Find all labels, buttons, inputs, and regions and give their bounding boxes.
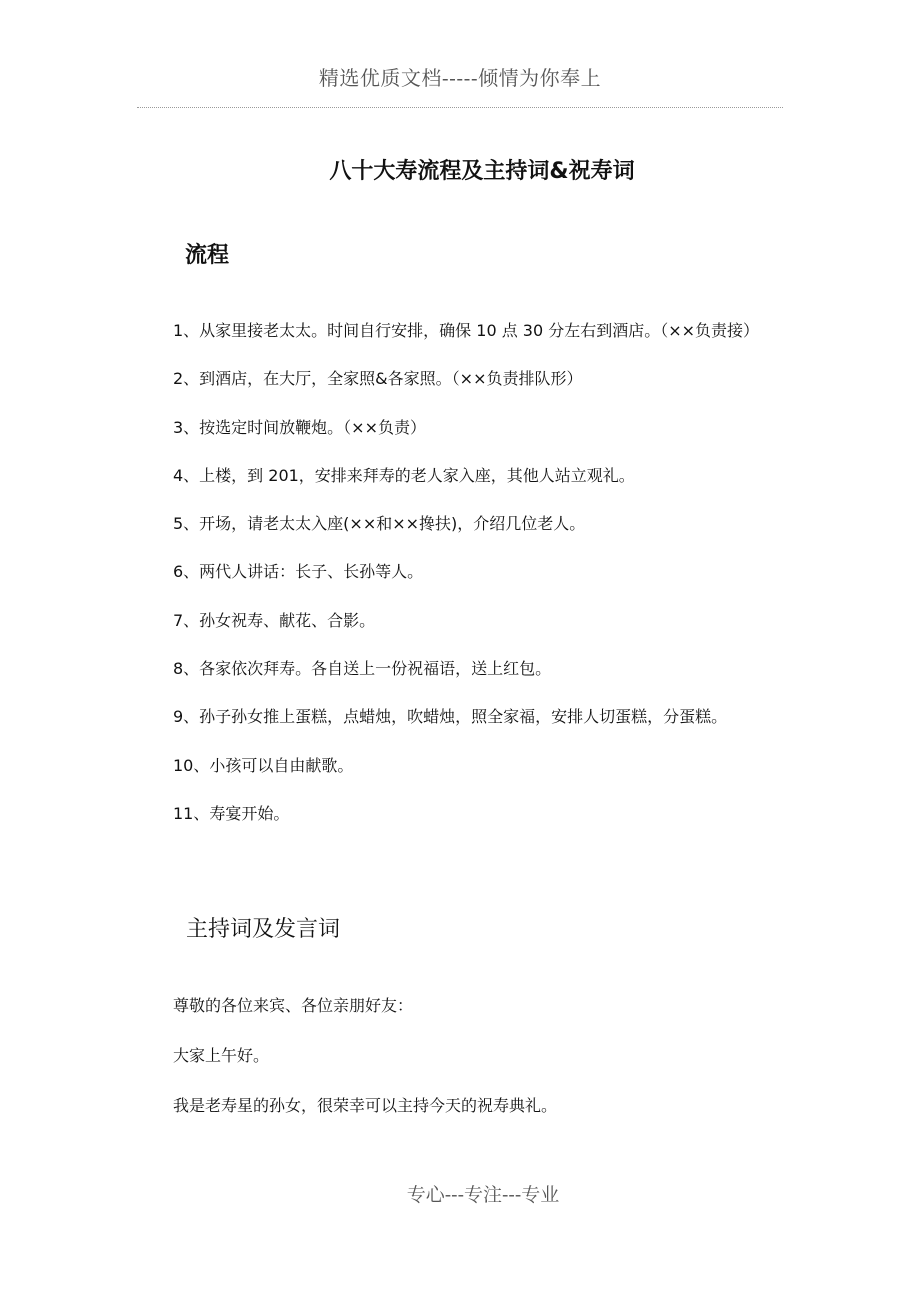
page-footer: 专心---专注---专业	[406, 1184, 560, 1206]
flow-step: 8、各家依次拜寿。各自送上一份祝福语，送上红包。	[173, 659, 552, 679]
flow-steps-list	[173, 318, 759, 849]
host-speech-heading: 主持词及发言词	[186, 917, 341, 942]
flow-step: 3、按选定时间放鞭炮。（××负责）	[173, 417, 426, 437]
flow-step: 5、开场，请老太太入座(××和××搀扶)，介绍几位老人。	[173, 514, 586, 534]
flow-heading: 流程	[185, 243, 230, 268]
flow-step: 10、小孩可以自由献歌。	[173, 755, 354, 775]
speech-paragraph: 尊敬的各位来宾、各位亲朋好友：	[173, 996, 414, 1015]
host-speech-body	[173, 993, 557, 1143]
page-header: 精选优质文档-----倾情为你奉上	[318, 66, 602, 90]
flow-step: 7、孙女祝寿、献花、合影。	[173, 610, 376, 630]
flow-step: 2、到酒店，在大厅，全家照&各家照。（××负责排队形）	[173, 369, 583, 389]
document-title: 八十大寿流程及主持词&祝寿词	[329, 159, 635, 184]
flow-step: 1、从家里接老太太。时间自行安排，确保 10 点 30 分左右到酒店。（××负责接）	[173, 321, 760, 340]
flow-step: 11、寿宴开始。	[173, 803, 290, 823]
header-divider	[137, 107, 783, 108]
speech-paragraph: 大家上午好。	[173, 1046, 270, 1065]
flow-step: 9、孙子孙女推上蛋糕，点蜡烛，吹蜡烛，照全家福，安排人切蛋糕，分蛋糕。	[173, 707, 728, 727]
speech-paragraph: 我是老寿星的孙女，很荣幸可以主持今天的祝寿典礼。	[173, 1096, 558, 1115]
flow-step: 6、两代人讲话：长子、长孙等人。	[173, 562, 424, 582]
flow-step: 4、上楼，到 201，安排来拜寿的老人家入座，其他人站立观礼。	[173, 465, 635, 485]
